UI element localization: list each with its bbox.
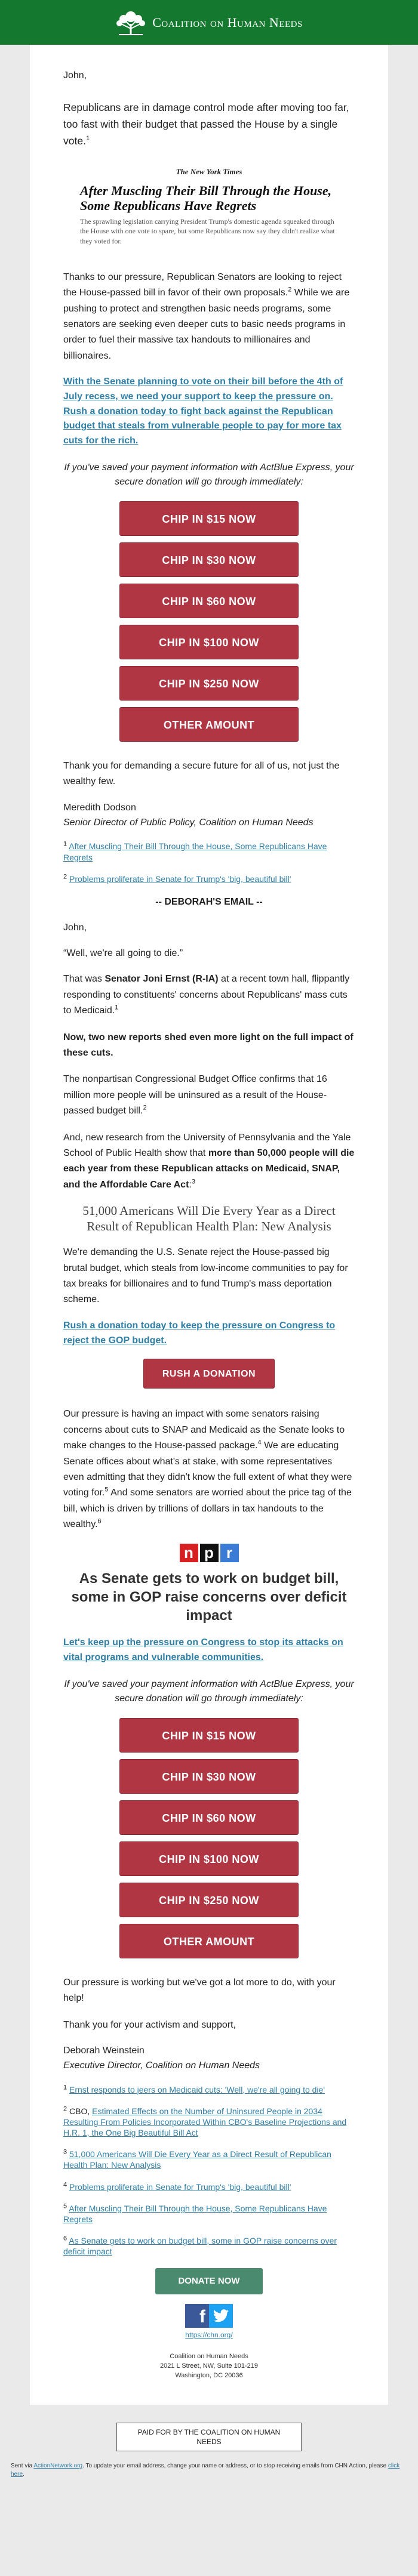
paid-for-disclaimer: PAID FOR BY THE COALITION ON HUMAN NEEDS <box>116 2423 302 2451</box>
upenn-paragraph <box>63 1130 355 1193</box>
rush-donation-button[interactable]: RUSH A DONATION <box>143 1359 275 1389</box>
deaths-stat: more than 50,000 people will die each year from these Republican attacks on Medicaid, SNAP, and the Affordable Care Act <box>63 1147 355 1190</box>
unsubscribe-link[interactable]: click here <box>11 2463 400 2478</box>
address-line: 2021 L Street, NW, Suite 101-219 <box>159 2362 259 2370</box>
footnote-ref: 5 <box>105 1486 109 1494</box>
ernst-paragraph <box>63 971 355 1019</box>
chip-250-button[interactable]: CHIP IN $250 NOW <box>119 666 299 701</box>
npr-logo <box>63 1544 355 1562</box>
new-reports-paragraph <box>63 1030 355 1062</box>
rush-paragraph <box>63 1319 355 1349</box>
twitter-icon[interactable] <box>209 2304 233 2328</box>
chip-60-button[interactable]: CHIP IN $60 NOW <box>119 1800 299 1835</box>
senator-name: Senator Joni Ernst (R-IA) <box>105 974 219 985</box>
nyt-dek: The sprawling legislation carrying President Trump's domestic agenda squeaked through the House with one vote to spare, but some Republicans now say they didn't realize what they voted for. <box>80 217 335 245</box>
footnote-link[interactable]: After Muscling Their Bill Through the House, Some Republicans Have Regrets <box>63 2203 327 2225</box>
actblue-note-2: If you've saved your payment information with ActBlue Express, your secure donation will go through immediately: <box>64 1679 354 1704</box>
chip-15-button[interactable]: CHIP IN $15 NOW <box>119 1718 299 1753</box>
keep-up-pressure-link[interactable]: Let's keep up the pressure on Congress to stop its attacks on vital programs and vulnerable communities. <box>63 1637 343 1662</box>
para-text: And, new research from the University of Pennsylvania and the Yale School of Public Health show that <box>63 1132 351 1158</box>
footnote-link[interactable]: Ernst responds to jeers on Medicaid cuts: 'Well, we're all going to die' <box>69 2084 325 2094</box>
footnote-2-6 <box>63 2235 355 2257</box>
rush-donation-link[interactable]: Rush a donation today to keep the pressure on Congress to reject the GOP budget. <box>63 1320 336 1346</box>
email-header <box>0 0 418 45</box>
footnote-ref: 3 <box>191 1178 195 1186</box>
npr-letter: r <box>220 1544 239 1562</box>
nyt-logo: The New York Times <box>176 166 242 176</box>
signer-title: Executive Director, Coalition on Human Needs <box>63 2060 260 2071</box>
para-text: : <box>189 1179 192 1190</box>
footnote-number: 6 <box>63 2235 67 2242</box>
footnote-number: 2 <box>63 2105 67 2113</box>
footnote-number: 4 <box>63 2180 67 2188</box>
footer-legal <box>0 2457 418 2490</box>
footnote-link[interactable]: Estimated Effects on the Number of Uninsured People in 2034 Resulting From Policies Incorporated Within CBO's Baseline Projections and H.R. 1, the One Big Beautiful Bill Act <box>63 2106 347 2138</box>
tree-logo-icon <box>115 8 146 37</box>
footnote-2-5 <box>63 2203 355 2225</box>
other-amount-button[interactable]: OTHER AMOUNT <box>119 1924 299 1958</box>
para-text: And some senators are worried about the price tag of the bill, which is driven by trillions of dollars in tax handouts to the wealthy. <box>63 1488 352 1530</box>
impact-paragraph <box>63 1406 355 1532</box>
mailing-address <box>63 2352 355 2381</box>
senate-paragraph <box>63 270 355 364</box>
chip-30-button[interactable]: CHIP IN $30 NOW <box>119 542 299 577</box>
para-text: We are educating Senate offices about what's at stake, with some representatives even admitting that they didn't know the full extent of what they were voting for. <box>63 1440 352 1498</box>
address-line: Washington, DC 20036 <box>175 2372 243 2380</box>
npr-headline[interactable]: As Senate gets to work on budget bill, some in GOP raise concerns over deficit impact <box>71 1570 347 1624</box>
org-name: Coalition on Human Needs <box>152 14 303 30</box>
footnote-ref: 2 <box>288 286 292 294</box>
signature-dodson <box>63 801 355 831</box>
signer-name: Deborah Weinstein <box>63 2045 145 2056</box>
footnote-link[interactable]: As Senate gets to work on budget bill, some in GOP raise concerns over deficit impact <box>63 2236 337 2257</box>
donate-now-button[interactable]: DONATE NOW <box>155 2268 263 2294</box>
para-text: The nonpartisan Congressional Budget Office confirms that 16 million more people will be uninsured as a result of the House-passed budget bill. <box>63 1074 327 1116</box>
nyt-article-clip[interactable] <box>80 166 338 246</box>
signer-title: Senior Director of Public Policy, Coalition on Human Needs <box>63 817 314 828</box>
footnote-prefix: CBO, <box>69 2106 93 2116</box>
other-amount-button[interactable]: OTHER AMOUNT <box>119 707 299 742</box>
footnote-ref: 4 <box>257 1439 262 1446</box>
signature-weinstein <box>63 2044 355 2074</box>
footnote-number: 3 <box>63 2148 67 2156</box>
footnote-ref: 6 <box>97 1517 102 1525</box>
salutation-2: John, <box>63 922 87 933</box>
intro-text: Republicans are in damage control mode after moving too far, too fast with their budget that passed the House by a single vote. <box>63 101 349 147</box>
new-reports-text: Now, two new reports shed even more light on the full impact of these cuts. <box>63 1032 354 1058</box>
address-line: Coalition on Human Needs <box>170 2353 248 2361</box>
footnote-link[interactable]: After Muscling Their Bill Through the House, Some Republicans Have Regrets <box>63 841 327 862</box>
footnote-link[interactable]: Problems proliferate in Senate for Trump's 'big, beautiful bill' <box>69 2182 291 2192</box>
cbo-paragraph <box>63 1072 355 1119</box>
footnote-2-3 <box>63 2149 355 2170</box>
footnote-ref: 1 <box>85 134 90 142</box>
footnote-number: 1 <box>63 2083 67 2091</box>
footnote-2 <box>63 874 355 884</box>
thanks-paragraph: Thank you for demanding a secure future for all of us, not just the wealthy few. <box>63 761 340 787</box>
chip-100-button[interactable]: CHIP IN $100 NOW <box>119 1841 299 1876</box>
analysis-headline-image[interactable]: 51,000 Americans Will Die Every Year as a Direct Result of Republican Health Plan: New Analysis <box>82 1204 336 1233</box>
para-text: Our pressure is having an impact with some senators raising concerns about cuts to SNAP and Medicaid as the Senate looks to make changes to the House-passed package. <box>63 1409 345 1451</box>
footnote-link[interactable]: Problems proliferate in Senate for Trump's 'big, beautiful bill' <box>69 874 291 884</box>
footnote-number: 5 <box>63 2202 67 2210</box>
deborah-email-divider: -- DEBORAH'S EMAIL -- <box>155 897 263 908</box>
site-link[interactable]: https://chn.org/ <box>185 2330 233 2339</box>
footnote-ref: 2 <box>143 1104 147 1112</box>
footnote-number: 2 <box>63 873 67 881</box>
para-text: While we are pushing to protect and strengthen basic needs programs, some senators are seeking even deeper cuts to basic needs programs in order to fuel their massive tax handouts to millionaires and billionaires. <box>63 288 350 361</box>
chip-250-button[interactable]: CHIP IN $250 NOW <box>119 1883 299 1917</box>
actblue-note: If you've saved your payment information with ActBlue Express, your secure donation will go through immediately: <box>64 462 354 488</box>
chip-60-button[interactable]: CHIP IN $60 NOW <box>119 584 299 618</box>
legal-text: Sent via <box>11 2463 34 2470</box>
footnote-ref: 1 <box>115 1004 119 1011</box>
footnote-link[interactable]: 51,000 Americans Will Die Every Year as a Direct Result of Republican Health Plan: New Analysis <box>63 2149 331 2170</box>
para-text: Thanks to our pressure, Republican Senators are looking to reject the House-passed bill in favor of their own proposals. <box>63 272 342 298</box>
para-text: That was <box>63 974 105 985</box>
chip-button-group-1 <box>63 501 355 742</box>
demand-paragraph: We're demanding the U.S. Senate reject the House-passed big brutal budget, which steals from low-income communities to pay for tax breaks for billionaires and to fund Trump's mass deportation scheme. <box>63 1247 348 1305</box>
footnote-number: 1 <box>63 840 67 848</box>
email-card <box>30 45 388 2405</box>
nyt-headline: After Muscling Their Bill Through the House, Some Republicans Have Regrets <box>80 183 332 213</box>
highlight-paragraph <box>63 375 355 449</box>
chip-30-button[interactable]: CHIP IN $30 NOW <box>119 1759 299 1794</box>
para-text: at a recent town hall, flippantly responding to constituents' concerns about Republicans' mass cuts to Medicaid. <box>63 974 350 1016</box>
actionnetwork-link[interactable]: ActionNetwork.org <box>33 2463 83 2470</box>
legal-text: . <box>23 2470 24 2478</box>
facebook-icon[interactable]: f <box>185 2304 209 2328</box>
social-links <box>63 2304 355 2328</box>
intro-paragraph <box>63 99 355 149</box>
signer-name: Meredith Dodson <box>63 802 136 813</box>
chip-15-button[interactable]: CHIP IN $15 NOW <box>119 501 299 536</box>
footnote-2-4 <box>63 2182 355 2192</box>
npr-letter: p <box>200 1544 219 1562</box>
thank-you-paragraph: Thank you for your activism and support, <box>63 2019 236 2030</box>
working-paragraph: Our pressure is working but we've got a lot more to do, with your help! <box>63 1977 336 2004</box>
chip-button-group-2 <box>63 1718 355 1958</box>
footnote-1 <box>63 841 355 862</box>
legal-text: . To update your email address, change your name or address, or to stop receiving emails from CHN Action, please <box>82 2463 388 2470</box>
npr-letter: n <box>180 1544 198 1562</box>
footnote-2-2 <box>63 2106 355 2139</box>
ernst-quote: “Well, we're all going to die.” <box>63 948 183 958</box>
salutation: John, <box>63 70 87 81</box>
footnote-2-1 <box>63 2084 355 2095</box>
chip-100-button[interactable]: CHIP IN $100 NOW <box>119 625 299 659</box>
keep-up-paragraph <box>63 1636 355 1665</box>
donate-highlight-link[interactable]: With the Senate planning to vote on their bill before the 4th of July recess, we need your support to keep the pressure on. Rush a donation today to fight back against the Republican budget that steals from vulnerable people to pay for more tax cuts for the rich. <box>63 377 343 446</box>
